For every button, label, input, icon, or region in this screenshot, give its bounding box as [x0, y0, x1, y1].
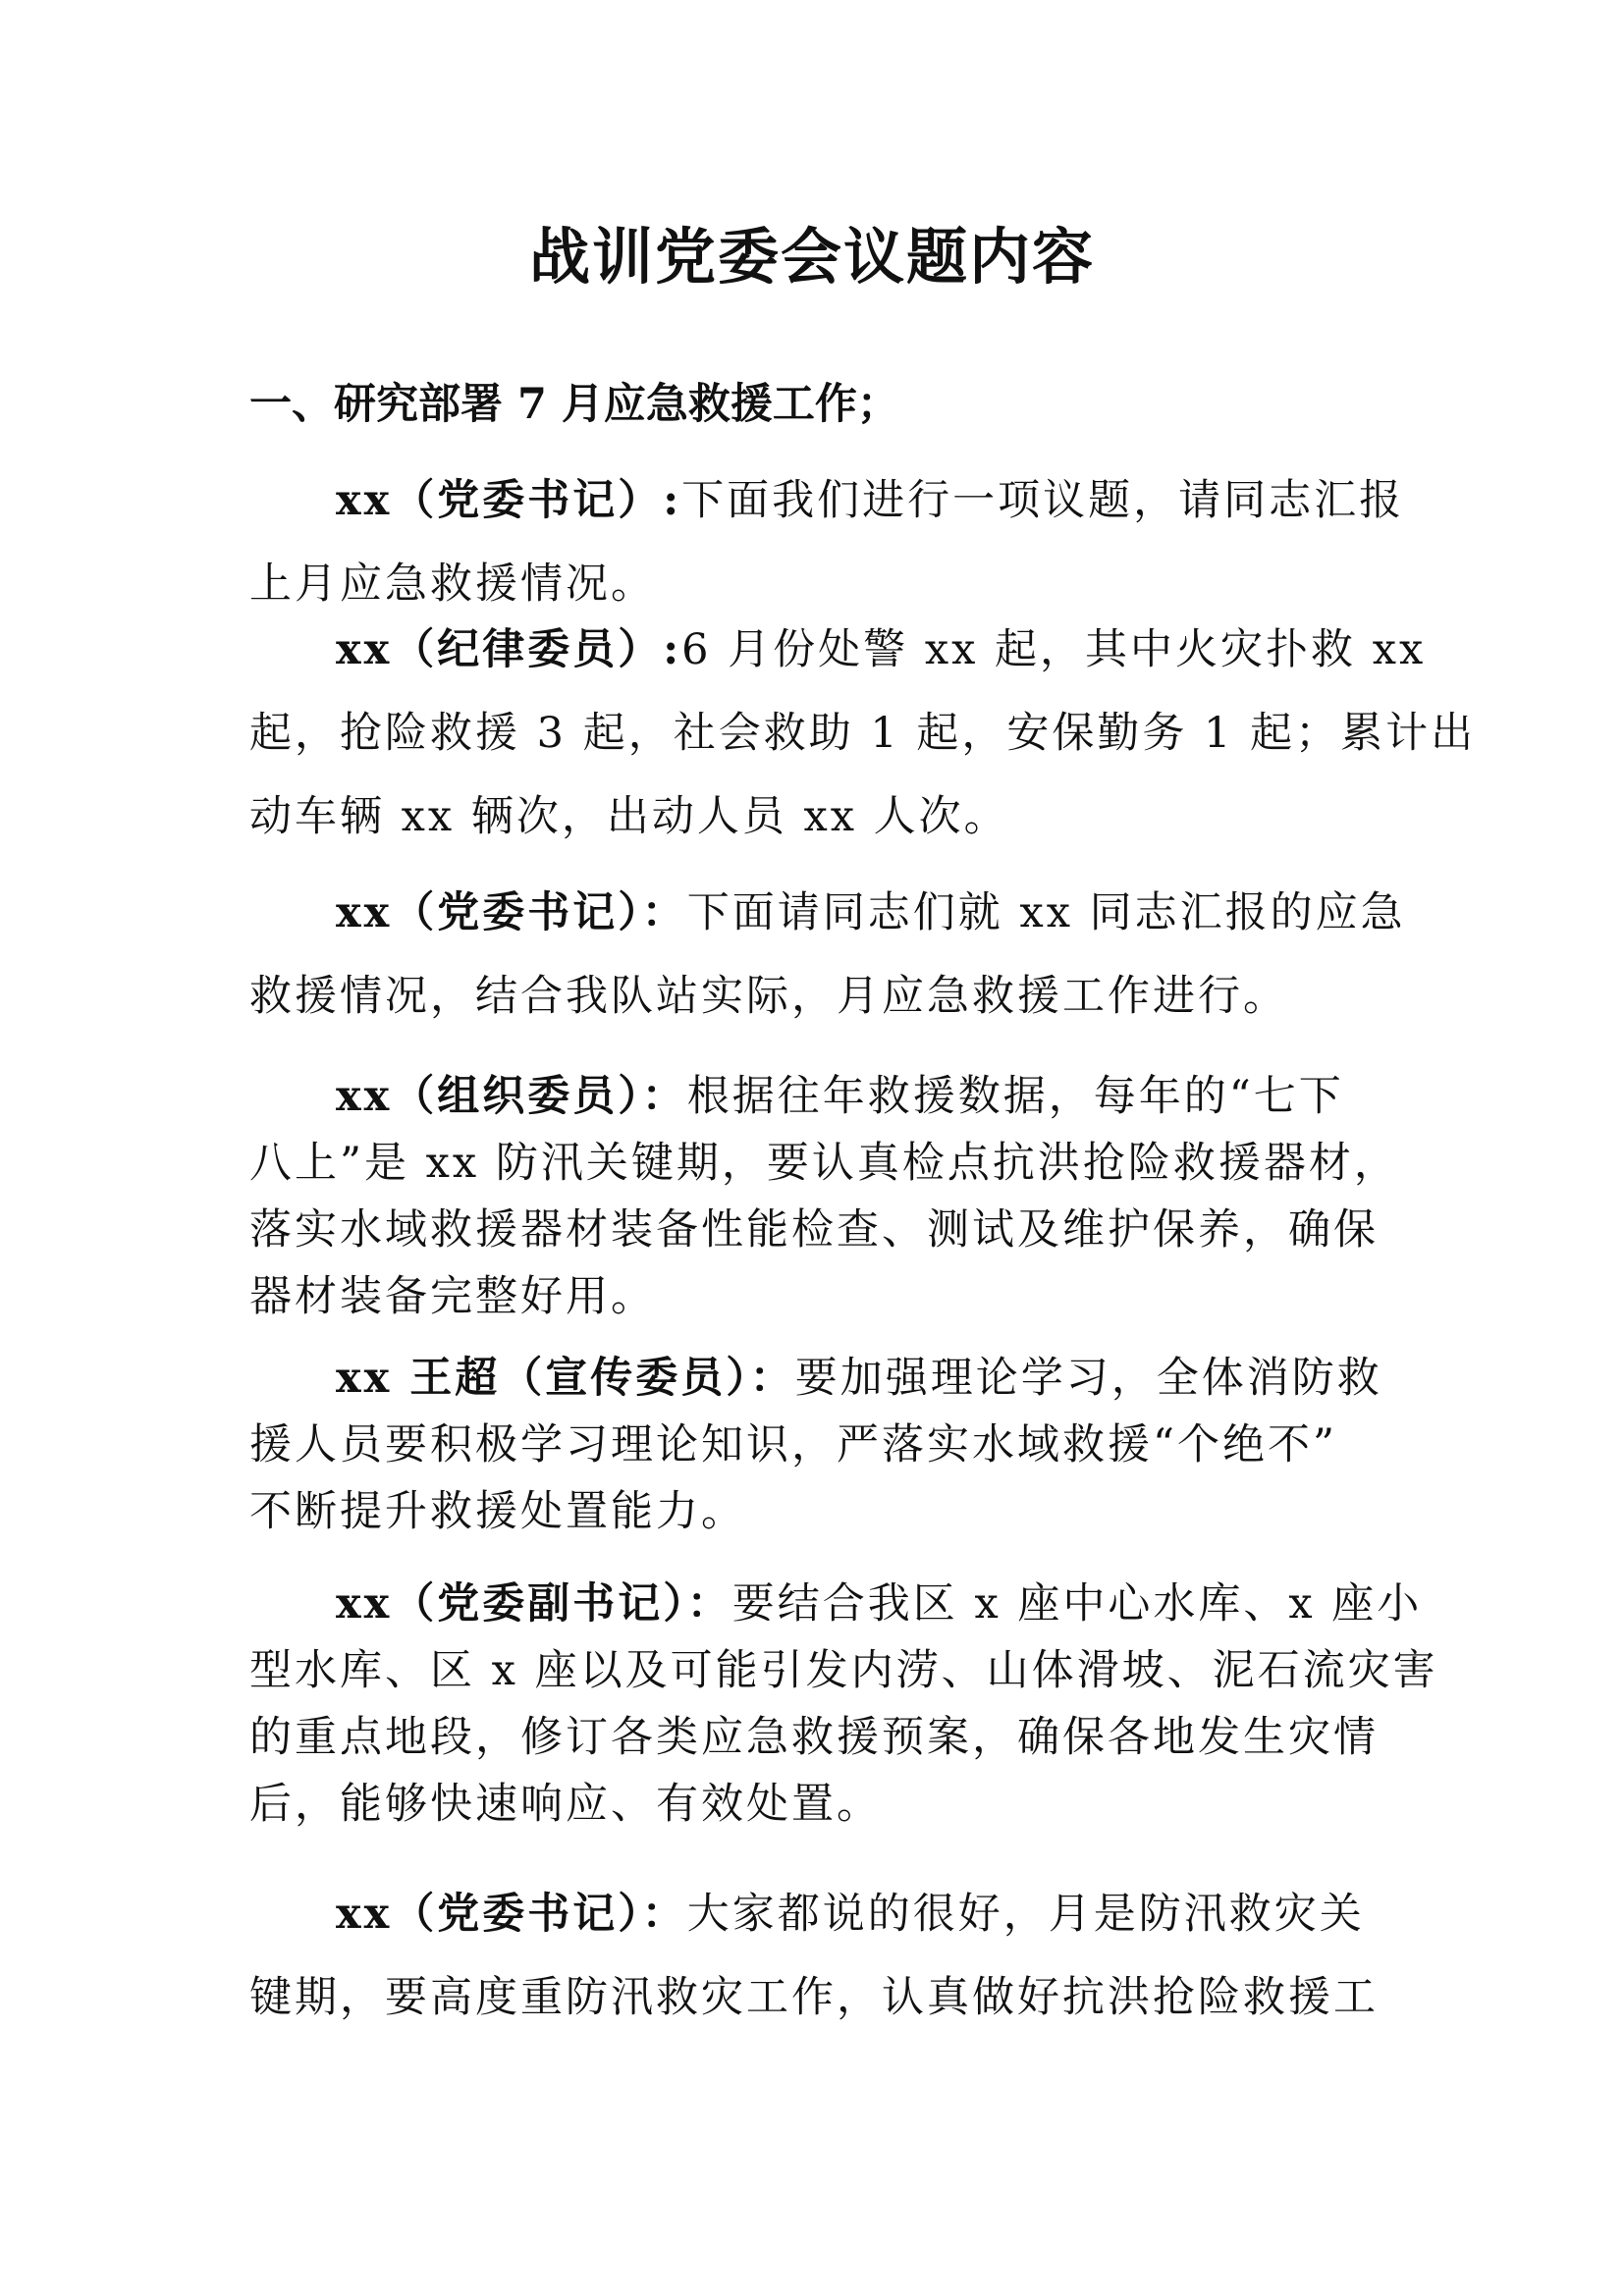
paragraph-line: xx（党委书记）：下面请同志们就 xx 同志汇报的应急: [336, 888, 1406, 937]
paragraph-line: 起，抢险救援 3 起，社会救助 1 起，安保勤务 1 起；累计出: [249, 709, 1477, 758]
paragraph-6: [249, 1571, 1438, 1838]
paragraph-line: xx（党委书记）:下面我们进行一项议题，请同志汇报: [336, 476, 1405, 525]
speaker-label: xx（组织委员）：: [336, 1072, 687, 1121]
paragraph-line: 不断提升救援处置能力。: [249, 1487, 746, 1536]
speaker-label: xx（党委书记）：: [336, 1890, 687, 1939]
paragraph-5: [249, 1345, 1396, 1545]
paragraph-line: 援人员要积极学习理论知识，严落实水域救援“个绝不”: [249, 1420, 1337, 1469]
paragraph-line: 的重点地段，修订各类应急救援预案，确保各地发生灾情: [249, 1713, 1379, 1762]
paragraph-line: xx（纪律委员）:6 月份处警 xx 起，其中火灾扑救 xx: [336, 625, 1427, 674]
paragraph-line: 器材装备完整好用。: [249, 1272, 656, 1321]
paragraph-line: xx（党委书记）：大家都说的很好，月是防汛救灾关: [336, 1890, 1365, 1939]
speaker-label: xx（纪律委员）:: [336, 625, 682, 674]
paragraph-line: 后，能够快速响应、有效处置。: [249, 1780, 882, 1829]
paragraph-line: 动车辆 xx 辆次，出动人员 xx 人次。: [249, 792, 1009, 841]
paragraph-line: 型水库、区 x 座以及可能引发内涝、山体滑坡、泥石流灾害: [249, 1646, 1438, 1695]
paragraph-line: 救援情况，结合我队站实际，月应急救援工作进行。: [249, 972, 1288, 1021]
paragraph-line: xx（组织委员）：根据往年救援数据，每年的“七下: [336, 1072, 1344, 1121]
section-heading: 一、研究部署 7 月应急救援工作；: [249, 380, 899, 429]
document-title: 战训党委会议题内容: [528, 221, 1095, 293]
paragraph-7: [249, 1873, 1396, 2040]
paragraph-line: 八上”是 xx 防汛关键期，要认真检点抗洪抢险救援器材，: [249, 1139, 1399, 1188]
paragraph-line: 上月应急救援情况。: [249, 560, 656, 609]
paragraph-line: 键期，要高度重防汛救灾工作，认真做好抗洪抢险救援工: [249, 1973, 1379, 2022]
paragraph-2: [249, 609, 1477, 859]
paragraph-4: [249, 1063, 1399, 1330]
paragraph-line: 落实水域救援器材装备性能检查、测试及维护保养，确保: [249, 1205, 1379, 1255]
speaker-label: xx 王超（宣传委员）：: [336, 1354, 795, 1403]
speaker-label: xx（党委书记）:: [336, 476, 682, 525]
paragraph-3: [249, 872, 1406, 1039]
speaker-label: xx（党委书记）：: [336, 888, 687, 937]
paragraph-line: xx（党委副书记）：要结合我区 x 座中心水库、x 座小: [336, 1579, 1423, 1629]
paragraph-1: [249, 459, 1405, 626]
speaker-label: xx（党委副书记）：: [336, 1579, 732, 1629]
paragraph-line: xx 王超（宣传委员）：要加强理论学习，全体消防救: [336, 1354, 1382, 1403]
